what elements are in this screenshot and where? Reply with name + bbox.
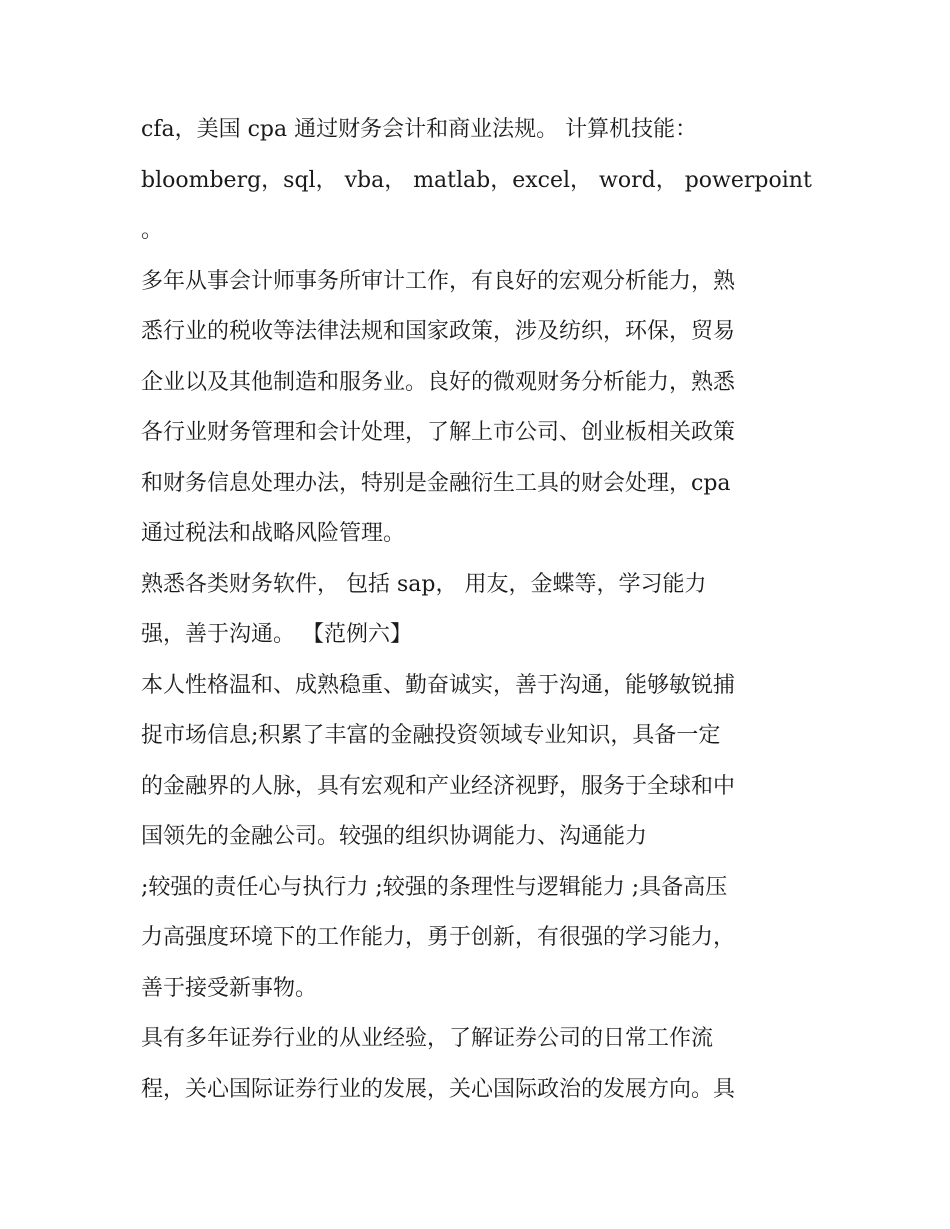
text-line: 力高强度环境下的工作能力，勇于创新，有很强的学习能力， [141, 925, 736, 950]
paragraph-software [141, 560, 821, 661]
paragraph-personality [141, 661, 821, 1015]
text-line: 。 [141, 218, 164, 243]
text-line: 各行业财务管理和会计处理，了解上市公司、创业板相关政策 [141, 420, 736, 445]
text-line: bloomberg，sql， vba， matlab，excel， word， powerpoint [141, 167, 812, 193]
text-line: 善于接受新事物。 [141, 975, 318, 1001]
text-line: 通过税法和战略风险管理。 [141, 521, 406, 546]
text-line: 熟悉各类财务软件， 包括 sap， 用友，金蝶等，学习能力 [141, 571, 707, 597]
text-line: 国领先的金融公司。较强的组织协调能力、沟通能力 [141, 824, 648, 849]
paragraph-securities [141, 1014, 821, 1115]
text-line: 悉行业的税收等法律法规和国家政策，涉及纺织，环保，贸易 [141, 319, 736, 344]
paragraph-audit-experience [141, 257, 821, 560]
text-line: 程，关心国际证券行业的发展，关心国际政治的发展方向。具 [141, 1076, 736, 1102]
paragraph-skills [141, 105, 821, 257]
text-line: cfa，美国 cpa 通过财务会计和商业法规。 计算机技能： [141, 117, 698, 142]
text-line: 捉市场信息;积累了丰富的金融投资领域专业知识，具备一定 [141, 723, 721, 748]
text-line: 多年从事会计师事务所审计工作，有良好的宏观分析能力，熟 [141, 268, 736, 294]
document-body [141, 105, 821, 1115]
text-line: 和财务信息处理办法，特别是金融衍生工具的财会处理，cpa [141, 470, 731, 496]
text-line: 企业以及其他制造和服务业。良好的微观财务分析能力，熟悉 [141, 369, 736, 395]
text-line: 强，善于沟通。 【范例六】 [141, 622, 412, 647]
text-line: 的金融界的人脉，具有宏观和产业经济视野，服务于全球和中 [141, 773, 736, 799]
text-line: 本人性格温和、成熟稳重、勤奋诚实，善于沟通，能够敏锐捕 [141, 672, 736, 698]
text-line: ;较强的责任心与执行力 ;较强的条理性与逻辑能力 ;具备高压 [141, 874, 728, 900]
text-line: 具有多年证券行业的从业经验，了解证券公司的日常工作流 [141, 1026, 714, 1051]
